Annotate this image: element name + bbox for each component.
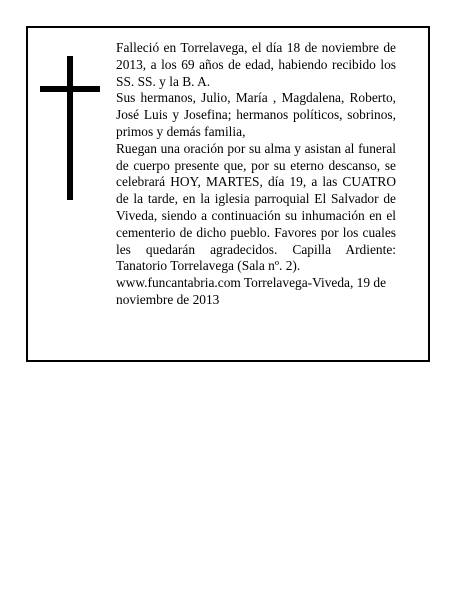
cross-vertical-bar xyxy=(67,56,73,200)
cross-horizontal-bar xyxy=(40,86,100,92)
obituary-text xyxy=(116,40,396,309)
death-announcement: Falleció en Torrelavega, el día 18 de noviembre de 2013, a los 69 años de edad, habiendo recibido los SS. SS. y la B. A. xyxy=(116,40,396,89)
source-and-date: www.funcantabria.com Torrelavega-Viveda, 19 de noviembre de 2013 xyxy=(116,275,387,307)
latin-cross-icon xyxy=(40,56,100,200)
obituary-notice xyxy=(26,26,430,362)
funeral-details: Ruegan una oración por su alma y asistan al funeral de cuerpo presente que, por su eterno descanso, se celebrará HOY, MARTES, día 19, a las CUATRO de la tarde, en la iglesia parroquial El Salvador de Viveda, siendo a continuación su inhumación en el cementerio de dicho pueblo. Favores por los cuales les quedarán agradecidos. Capilla Ardiente: Tanatorio Torrelavega (Sala nº. 2). xyxy=(116,140,396,274)
family-mourners: Sus hermanos, Julio, María , Magdalena, Roberto, José Luis y Josefina; hermanos políticos, sobrinos, primos y demás familia, xyxy=(116,90,396,139)
